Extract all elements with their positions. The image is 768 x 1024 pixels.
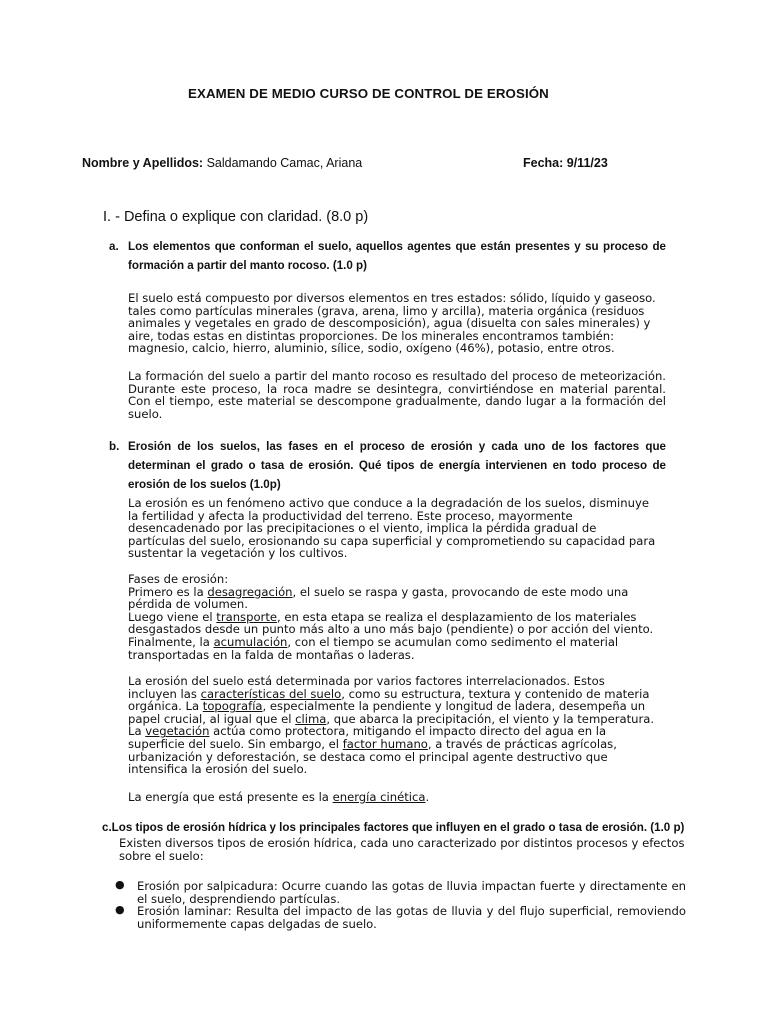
term-acumulacion: acumulación	[213, 634, 288, 649]
answer-a-line: aire, todas estas en distintas proporciones. De los minerales encontramos también:	[128, 328, 614, 343]
answer-a-line: magnesio, calcio, hierro, aluminio, sílice, sodio, oxígeno (46%), potasio, entre otros.	[128, 341, 615, 356]
term-factor-humano: factor humano	[342, 736, 428, 751]
section-heading: I. - Defina o explique con claridad. (8.0 p)	[103, 209, 369, 225]
phases-heading: Fases de erosión:	[128, 572, 229, 586]
term-vegetacion: vegetación	[145, 724, 210, 739]
answer-a-paragraph: La formación del suelo a partir del manto rocoso es resultado del proceso de meteorización. Durante este proceso, la roca madre se desintegra, convirtiéndose en material parental. Con el tiempo, este material se descompone gradualmente, dando lugar a la formación del suelo.	[128, 369, 666, 421]
answer-c-line: Existen diversos tipos de erosión hídrica, cada uno caracterizado por distintos procesos y efectos	[119, 836, 685, 850]
answer-a	[128, 292, 673, 355]
answer-c-intro	[119, 837, 699, 862]
answer-b-line: sustentar la vegetación y los cultivos.	[128, 546, 348, 561]
question-b-label: b.	[109, 440, 120, 453]
phase-1-line: Primero es la desagregación, el suelo se raspa y gasta, provocando de este modo una	[128, 584, 629, 599]
erosion-factors	[128, 675, 673, 776]
answer-b-intro	[128, 497, 673, 560]
answer-a-formation	[128, 370, 666, 420]
term-transporte: transporte	[216, 609, 277, 624]
erosion-types-list	[115, 878, 686, 931]
term-desagregacion: desagregación	[207, 584, 293, 599]
list-item: ● Erosión laminar: Resulta del impacto de las gotas de lluvia y del flujo superficial, removiendo uniformemente capas delgadas de suelo.	[115, 903, 686, 931]
answer-b-line: La erosión es un fenómeno activo que conduce a la degradación de los suelos, disminuye	[128, 496, 649, 510]
phase-2-line: Luego viene el transporte, en esta etapa se realiza el desplazamiento de los materiales	[128, 609, 637, 624]
list-item: ● Erosión por salpicadura: Ocurre cuando las gotas de lluvia impactan fuerte y directamente en el suelo, desprendiendo partículas.	[115, 878, 686, 906]
erosion-phases	[128, 573, 673, 661]
answer-a-line: animales y vegetales en grado de descomposición), agua (disuelta con sales minerales) y	[128, 316, 651, 331]
answer-a-line: El suelo está compuesto por diversos elementos en tres estados: sólido, líquido y gaseoso.	[128, 291, 656, 305]
phase-3-line: transportadas en la falda de montañas o laderas.	[128, 647, 415, 662]
answer-a-line: tales como partículas minerales (grava, arena, limo y arcilla), materia orgánica (residuos	[128, 303, 645, 318]
energy-line: La energía que está presente es la energía cinética.	[128, 790, 430, 804]
bullet-icon: ●	[115, 903, 125, 917]
question-a-label: a.	[109, 240, 119, 253]
term-topografia: topografía	[202, 699, 263, 714]
energy-answer	[128, 791, 673, 804]
question-c: c.Los tipos de erosión hídrica y los principales factores que influyen en el grado o tasa de erosión. (1.0 p)	[102, 821, 685, 834]
answer-b-line: desencadenado por las precipitaciones o el viento, implica la pérdida gradual de	[128, 521, 597, 536]
name-label: Nombre y Apellidos:	[82, 156, 204, 170]
factors-line: La vegetación actúa como protectora, mitigando el impacto directo del agua en la	[128, 724, 607, 739]
phase-1-line: pérdida de volumen.	[128, 597, 248, 612]
answer-c-line: sobre el suelo:	[119, 848, 204, 863]
factors-line: papel crucial, al igual que el clima, que abarca la precipitación, el viento y la temperatura.	[128, 711, 655, 726]
student-name-row	[82, 156, 362, 170]
answer-b-line: la fertilidad y afecta la productividad del terreno. Este proceso, mayormente	[128, 508, 573, 523]
question-a	[109, 237, 666, 275]
phase-3-line: Finalmente, la acumulación, con el tiempo se acumulan como sedimento el material	[128, 634, 619, 649]
term-clima: clima	[295, 711, 327, 726]
term-caracteristicas: características del suelo	[200, 686, 342, 701]
bullet-icon: ●	[115, 878, 125, 891]
factors-line: La erosión del suelo está determinada por varios factores interrelacionados. Estos	[128, 674, 605, 688]
phase-2-line: desgastados desde un punto más alto a uno más bajo (pendiente) o por acción del viento.	[128, 622, 654, 637]
question-b-text: Erosión de los suelos, las fases en el proceso de erosión y cada uno de los factores que determinan el grado o tasa de erosión. Qué tipos de energía intervienen en todo proceso de erosión de los suelos (1.0p)	[128, 440, 666, 491]
document-title: EXAMEN DE MEDIO CURSO DE CONTROL DE EROSIÓN	[188, 86, 549, 101]
factors-line: urbanización y deforestación, se destaca como el principal agente destructivo que	[128, 749, 608, 764]
date-label: Fecha: 9/11/23	[523, 156, 608, 170]
factors-line: orgánica. La topografía, especialmente la pendiente y longitud de ladera, desempeña un	[128, 699, 646, 714]
answer-b-line: partículas del suelo, erosionando su capa superficial y comprometiendo su capacidad para	[128, 533, 656, 548]
factors-line: intensifica la erosión del suelo.	[128, 762, 308, 777]
term-energia-cinetica: energía cinética	[332, 790, 426, 804]
question-b	[109, 437, 666, 494]
factors-line: incluyen las características del suelo, como su estructura, textura y contenido de materia	[128, 686, 650, 701]
question-a-text: Los elementos que conforman el suelo, aquellos agentes que están presentes y su proceso de formación a partir del manto rocoso. (1.0 p)	[128, 240, 666, 272]
name-value: Saldamando Camac, Ariana	[206, 156, 363, 170]
factors-line: superficie del suelo. Sin embargo, el factor humano, a través de prácticas agrícolas,	[128, 736, 617, 751]
